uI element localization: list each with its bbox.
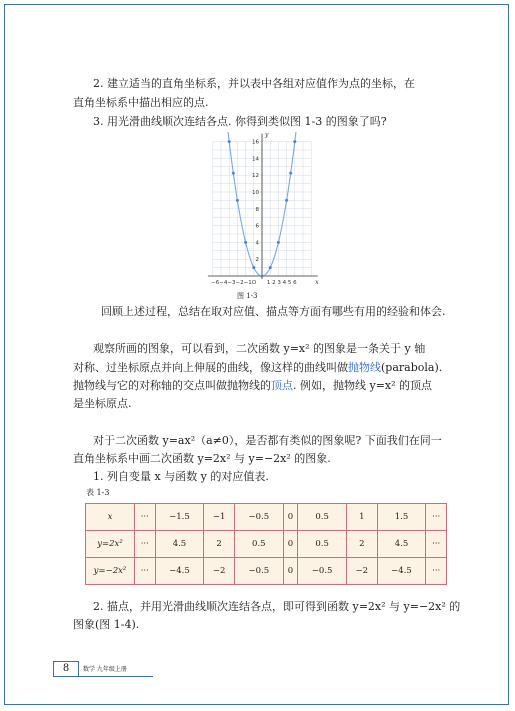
table-row — [86, 504, 447, 531]
textbook-page — [4, 4, 509, 705]
table-cell: −1.5 — [155, 504, 204, 531]
table-cell: ··· — [426, 531, 447, 558]
table-cell: ··· — [135, 531, 156, 558]
question-line-1: 对于二次函数 y=ax²（a≠0），是否都有类似的图象呢? 下面我们在同一 — [93, 434, 442, 447]
x-tick-labels-right: 1 2 3 4 5 6 — [266, 280, 297, 286]
table-cell: −1 — [204, 504, 235, 531]
table-cell: ··· — [135, 558, 156, 585]
step-2b-line-2: 图象(图 1-4). — [73, 618, 140, 631]
table-cell: 0 — [283, 558, 297, 585]
footer-rule — [53, 676, 153, 677]
x-axis-label: x — [315, 279, 319, 286]
observation-line-3-text: 抛物线与它的对称轴的交点叫做抛物线的 — [73, 379, 271, 392]
table-cell: 1 — [347, 504, 378, 531]
observation-line-3 — [73, 378, 432, 393]
table-cell: 0.5 — [298, 504, 347, 531]
table-row — [86, 558, 447, 585]
y-tick-label: 10 — [252, 190, 259, 196]
book-title: 数学 九年级上册 — [83, 666, 127, 673]
step-2b-line-1: 2. 描点，并用光滑曲线顺次连结各点，即可得到函数 y=2x² 与 y=−2x² 的 — [93, 600, 461, 613]
data-point — [244, 241, 247, 244]
data-point — [277, 241, 280, 244]
data-point — [269, 266, 272, 269]
observation-line-4: 是坐标原点. — [73, 397, 132, 410]
table-cell: −0.5 — [234, 558, 283, 585]
reflection-question: 回顾上述过程，总结在取对应值、描点等方面有哪些有用的经验和体会. — [101, 305, 446, 318]
data-point — [252, 266, 255, 269]
data-point — [293, 140, 296, 143]
table-cell: ··· — [426, 558, 447, 585]
table-cell: 2 — [204, 531, 235, 558]
table-cell: −0.5 — [298, 558, 347, 585]
step-1-text: 1. 列自变量 x 与函数 y 的对应值表. — [93, 470, 269, 483]
table-cell: 4.5 — [377, 531, 426, 558]
data-point — [228, 140, 231, 143]
table-cell: 0 — [283, 504, 297, 531]
y-tick-label: 2 — [255, 257, 259, 264]
figure-caption: 图 1-3 — [237, 292, 258, 300]
y-tick-label: 14 — [252, 156, 259, 163]
table-label: 表 1-3 — [86, 488, 110, 497]
row-header-cell: x — [86, 504, 135, 531]
row-header-cell: y=2x² — [86, 531, 135, 558]
figure-1-3 — [200, 132, 330, 296]
table-cell: 1.5 — [377, 504, 426, 531]
step-3-text: 3. 用光滑曲线顺次连结各点. 你得到类似图 1-3 的图象了吗? — [93, 115, 387, 128]
table-cell: ··· — [135, 504, 156, 531]
data-point — [285, 199, 288, 202]
y-axis-label: y — [265, 132, 269, 139]
y-tick-label: 16 — [252, 139, 259, 146]
data-point — [232, 172, 235, 175]
step-2-line-2: 直角坐标系中描出相应的点. — [73, 96, 209, 109]
table-cell: 4.5 — [155, 531, 204, 558]
question-line-2: 直角坐标系中画二次函数 y=2x² 与 y=−2x² 的图象. — [73, 452, 331, 465]
x-tick-labels-left: −6−4−3−2−1O — [211, 280, 257, 286]
table-cell: 0 — [283, 531, 297, 558]
observation-line-2 — [73, 360, 442, 375]
table-cell: −2 — [204, 558, 235, 585]
table-cell: −2 — [347, 558, 378, 585]
table-cell: −0.5 — [234, 504, 283, 531]
table-cell: 2 — [347, 531, 378, 558]
data-point — [236, 199, 239, 202]
parabola-english: (parabola). — [381, 361, 443, 374]
table-cell: 0.5 — [234, 531, 283, 558]
y-tick-label: 12 — [252, 173, 259, 180]
row-header-cell: y=−2x² — [86, 558, 135, 585]
table-cell: −4.5 — [155, 558, 204, 585]
y-tick-label: 6 — [255, 223, 259, 230]
vertex-term: 顶点 — [271, 379, 293, 392]
table-row — [86, 531, 447, 558]
parabola-term: 抛物线 — [348, 361, 381, 374]
data-point — [289, 172, 292, 175]
table-cell: −4.5 — [377, 558, 426, 585]
step-2-line-1: 2. 建立适当的直角坐标系，并以表中各组对应值作为点的坐标，在 — [93, 77, 415, 90]
data-point — [261, 275, 264, 278]
page-number: 8 — [53, 661, 79, 677]
y-tick-label: 4 — [255, 240, 259, 247]
parabola-graph — [200, 132, 330, 292]
table-cell: ··· — [426, 504, 447, 531]
observation-line-2-text: 对称、过坐标原点并向上伸展的曲线，像这样的曲线叫做 — [73, 361, 348, 374]
observation-line-1: 观察所画的图象，可以看到，二次函数 y=x² 的图象是一条关于 y 轴 — [93, 342, 426, 355]
y-tick-label: 8 — [255, 206, 259, 213]
value-table — [85, 503, 447, 585]
table-cell: 0.5 — [298, 531, 347, 558]
observation-line-3-end: . 例如，抛物线 y=x² 的顶点 — [293, 379, 433, 392]
